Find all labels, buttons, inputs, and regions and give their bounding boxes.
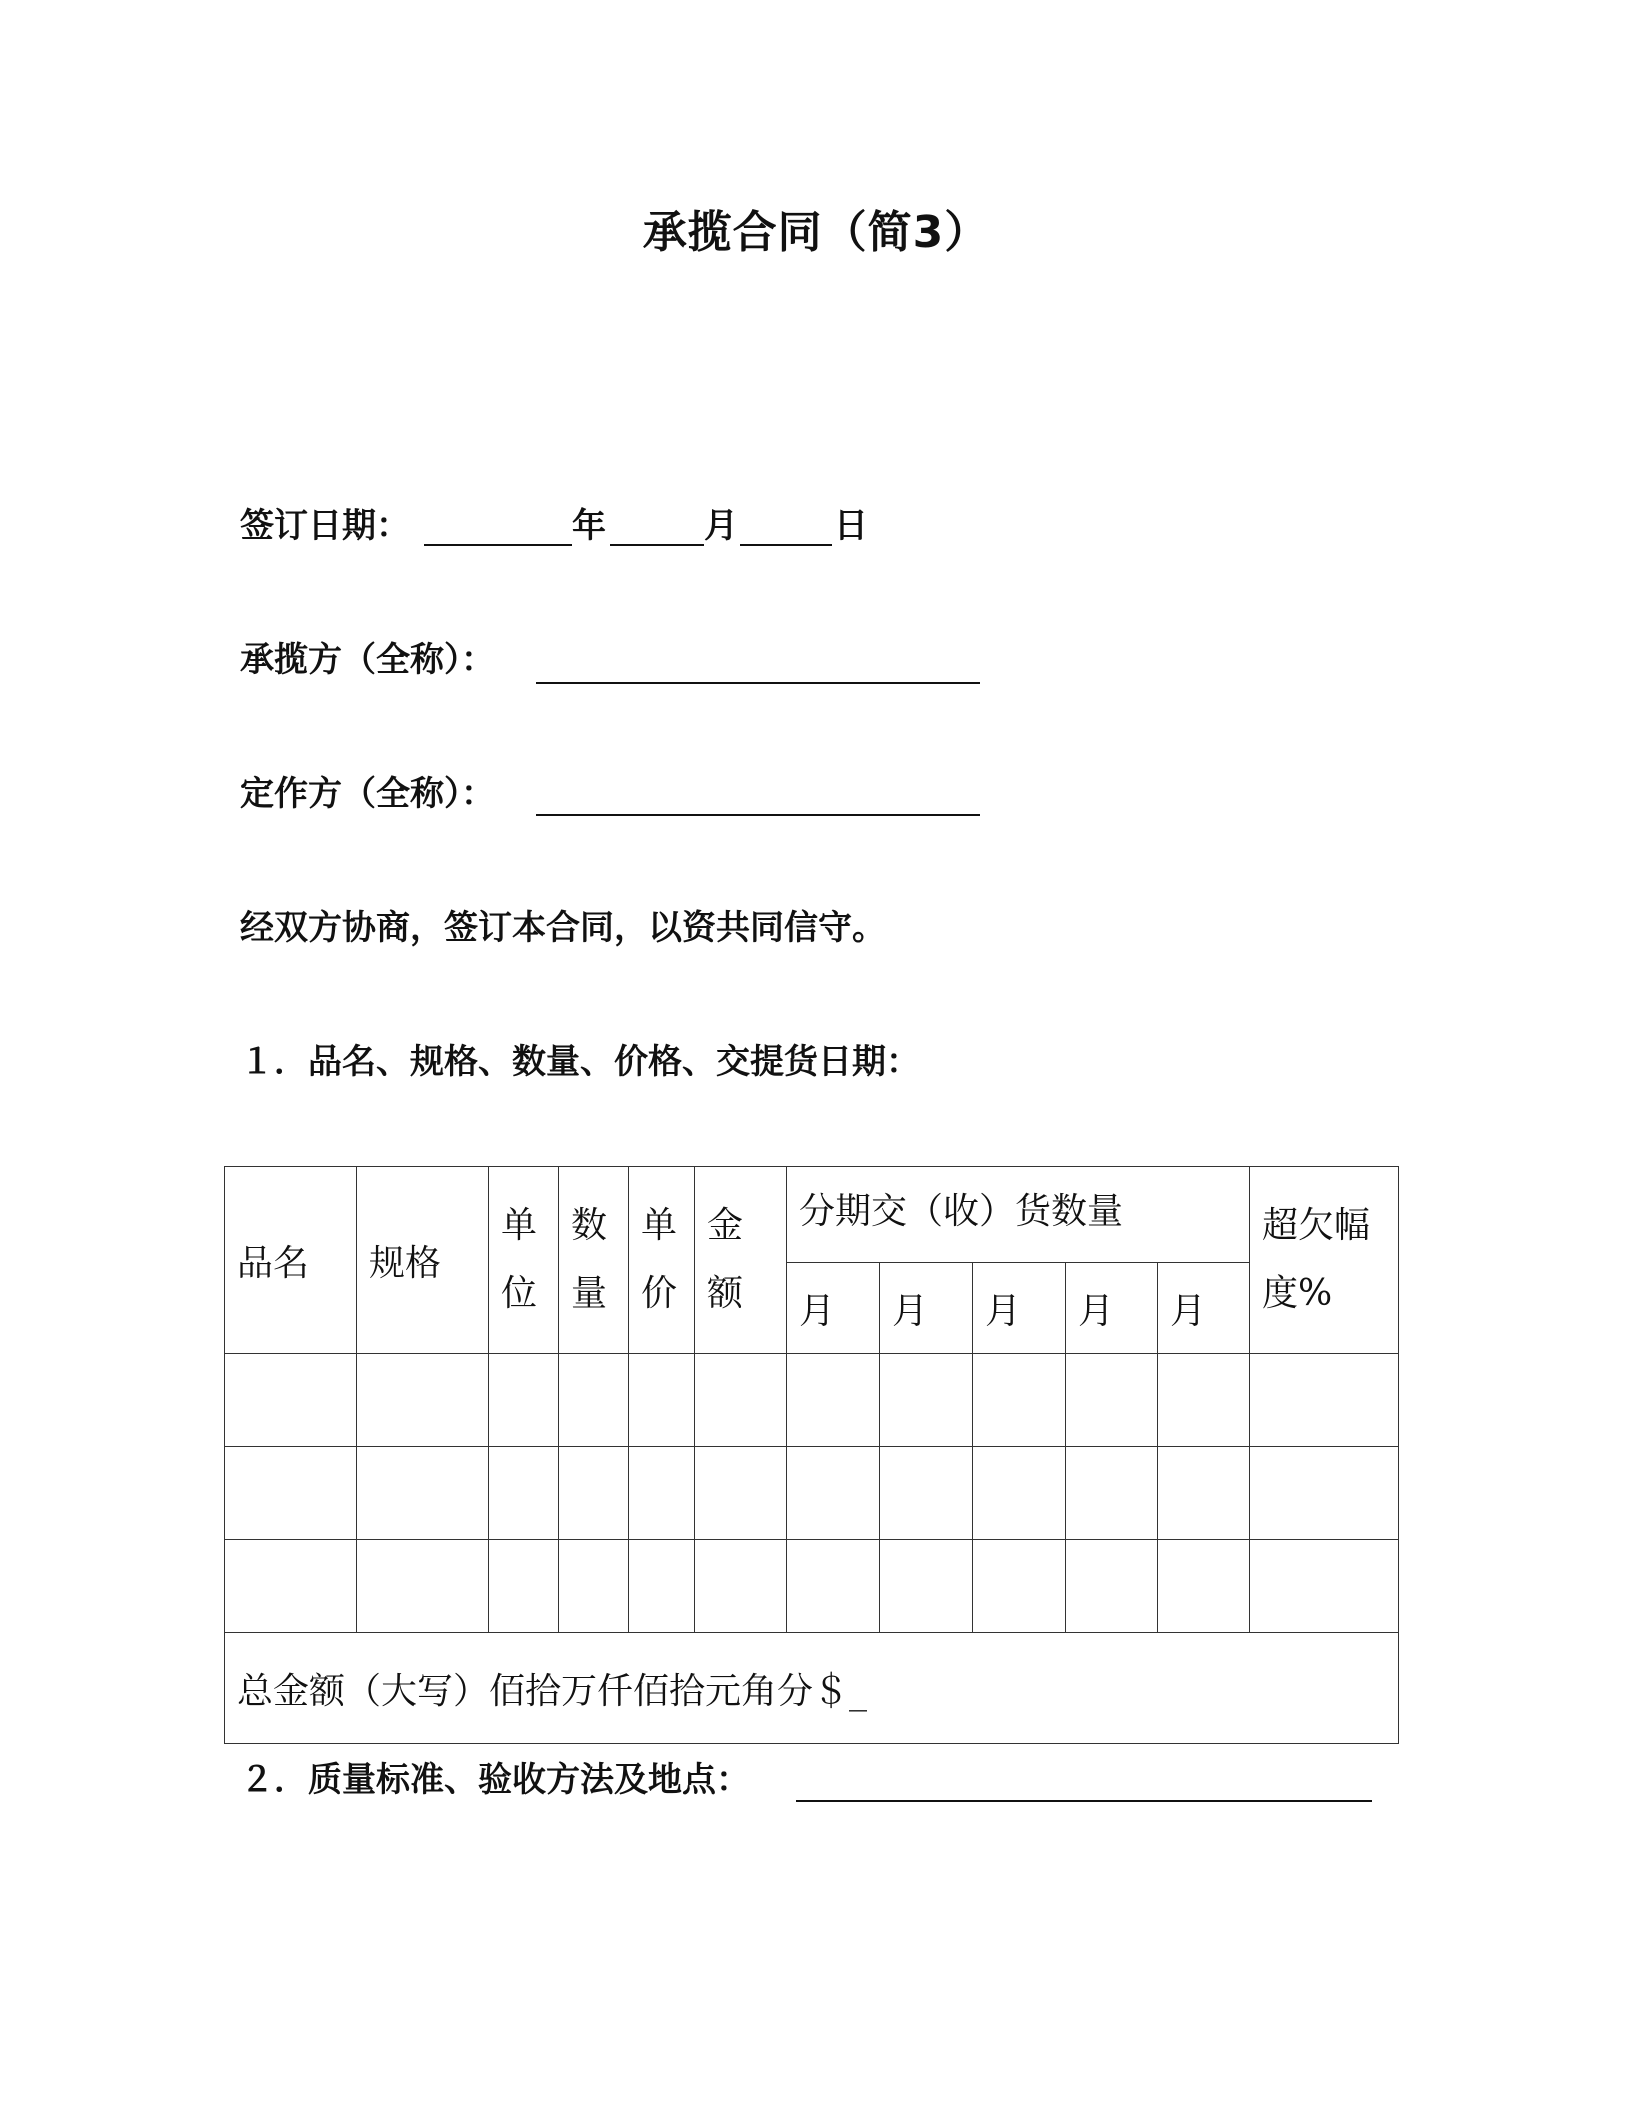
- header-qty-char-2: 量: [571, 1273, 608, 1314]
- sign-year-field[interactable]: [424, 544, 572, 546]
- table-cell[interactable]: [357, 1354, 489, 1447]
- table-row: [225, 1540, 1399, 1633]
- header-price-char-2: 价: [641, 1273, 678, 1314]
- table-cell[interactable]: [489, 1354, 559, 1447]
- sign-year-label: 年: [572, 506, 606, 546]
- header-tolerance: [1250, 1167, 1399, 1354]
- table-cell[interactable]: [559, 1447, 629, 1540]
- sign-date-label: 签订日期：: [240, 506, 410, 546]
- table-header-row-1: [225, 1167, 1399, 1263]
- table-row: [225, 1447, 1399, 1540]
- contractor-label: 承揽方（全称）：: [240, 640, 495, 680]
- header-name: 品名: [225, 1167, 357, 1354]
- orderer-label: 定作方（全称）：: [240, 774, 495, 814]
- header-qty-char-1: 数: [571, 1205, 608, 1246]
- section2-heading: ２．质量标准、验收方法及地点：: [240, 1760, 750, 1800]
- header-month-1: 月: [787, 1263, 880, 1354]
- table-cell[interactable]: [787, 1447, 880, 1540]
- table-cell[interactable]: [1066, 1354, 1158, 1447]
- table-cell[interactable]: [1066, 1447, 1158, 1540]
- goods-table-wrap: [224, 1166, 1398, 1744]
- table-cell[interactable]: [695, 1540, 787, 1633]
- header-month-3: 月: [973, 1263, 1066, 1354]
- goods-table: [224, 1166, 1399, 1744]
- header-month-2: 月: [880, 1263, 973, 1354]
- table-cell[interactable]: [880, 1354, 973, 1447]
- total-amount-row: [225, 1633, 1399, 1744]
- table-cell[interactable]: [225, 1354, 357, 1447]
- table-cell[interactable]: [1158, 1540, 1250, 1633]
- contractor-name-field[interactable]: [536, 682, 980, 684]
- table-cell[interactable]: [225, 1540, 357, 1633]
- table-cell[interactable]: [489, 1540, 559, 1633]
- table-row: [225, 1354, 1399, 1447]
- sign-month-label: 月: [704, 506, 738, 546]
- sign-day-field[interactable]: [740, 544, 832, 546]
- table-cell[interactable]: [489, 1447, 559, 1540]
- header-price: [629, 1167, 695, 1354]
- table-cell[interactable]: [225, 1447, 357, 1540]
- quality-standard-field[interactable]: [796, 1800, 1372, 1802]
- table-cell[interactable]: [1250, 1447, 1399, 1540]
- table-cell[interactable]: [973, 1540, 1066, 1633]
- table-cell[interactable]: [559, 1354, 629, 1447]
- header-tolerance-line-1: 超欠幅: [1262, 1205, 1371, 1246]
- table-cell[interactable]: [973, 1447, 1066, 1540]
- table-cell[interactable]: [629, 1540, 695, 1633]
- header-unit-char-1: 单: [501, 1205, 538, 1246]
- document-title: 承揽合同（简3）: [642, 207, 990, 258]
- header-unit-char-2: 位: [501, 1273, 538, 1314]
- header-amount: [695, 1167, 787, 1354]
- header-tolerance-line-2: 度%: [1262, 1273, 1333, 1314]
- table-cell[interactable]: [1250, 1540, 1399, 1633]
- header-amount-char-1: 金: [707, 1205, 744, 1246]
- header-price-char-1: 单: [641, 1205, 678, 1246]
- table-cell[interactable]: [629, 1354, 695, 1447]
- table-cell[interactable]: [629, 1447, 695, 1540]
- section1-heading: １．品名、规格、数量、价格、交提货日期：: [240, 1042, 920, 1082]
- table-cell[interactable]: [787, 1540, 880, 1633]
- table-cell[interactable]: [357, 1447, 489, 1540]
- header-amount-char-2: 额: [707, 1273, 744, 1314]
- table-cell[interactable]: [559, 1540, 629, 1633]
- header-installments: 分期交（收）货数量: [787, 1167, 1250, 1263]
- table-cell[interactable]: [695, 1354, 787, 1447]
- table-cell[interactable]: [880, 1447, 973, 1540]
- sign-month-field[interactable]: [610, 544, 704, 546]
- header-month-5: 月: [1158, 1263, 1250, 1354]
- sign-day-label: 日: [834, 506, 868, 546]
- intro-text: 经双方协商，签订本合同，以资共同信守。: [240, 908, 886, 948]
- total-amount-cell[interactable]: 总金额（大写）佰拾万仟佰拾元角分＄_: [225, 1633, 1399, 1744]
- header-unit: [489, 1167, 559, 1354]
- header-spec: 规格: [357, 1167, 489, 1354]
- table-cell[interactable]: [357, 1540, 489, 1633]
- table-cell[interactable]: [695, 1447, 787, 1540]
- table-cell[interactable]: [1250, 1354, 1399, 1447]
- orderer-name-field[interactable]: [536, 814, 980, 816]
- header-month-4: 月: [1066, 1263, 1158, 1354]
- table-cell[interactable]: [787, 1354, 880, 1447]
- header-qty: [559, 1167, 629, 1354]
- table-cell[interactable]: [880, 1540, 973, 1633]
- sign-date-line: [240, 498, 410, 547]
- table-cell[interactable]: [1158, 1447, 1250, 1540]
- table-cell[interactable]: [973, 1354, 1066, 1447]
- table-cell[interactable]: [1158, 1354, 1250, 1447]
- table-cell[interactable]: [1066, 1540, 1158, 1633]
